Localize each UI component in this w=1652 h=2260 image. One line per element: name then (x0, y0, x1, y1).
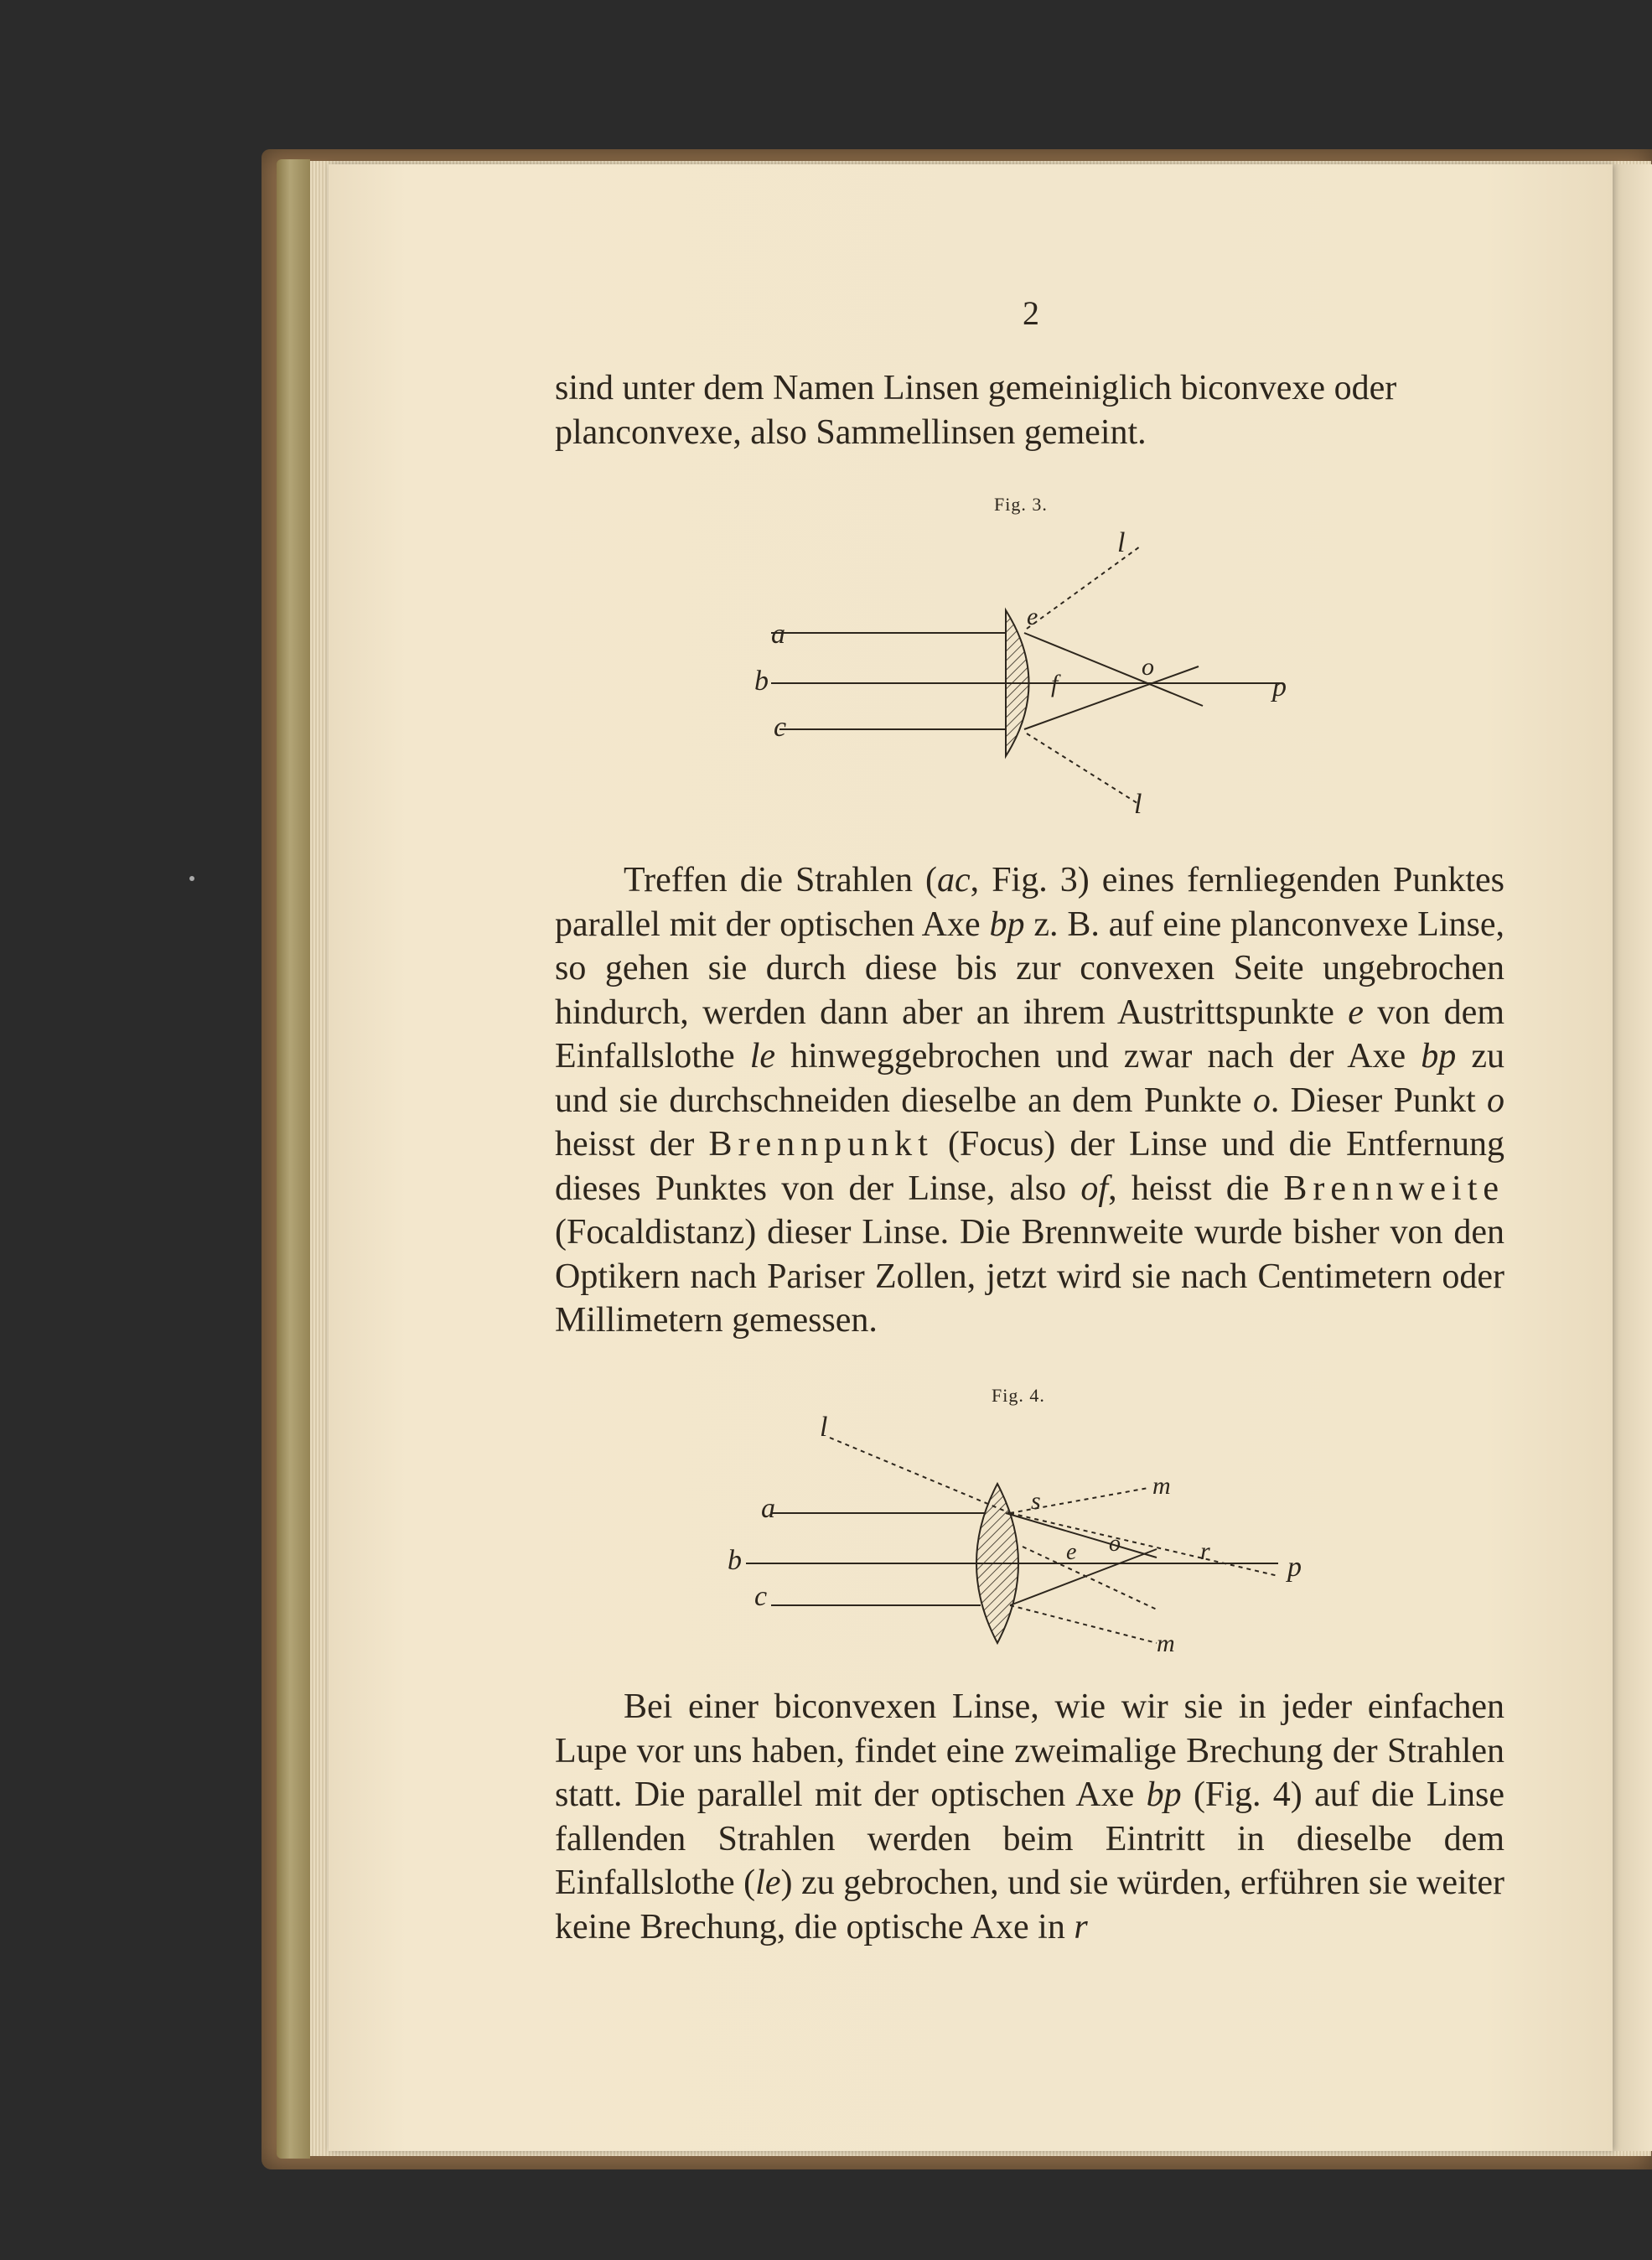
fig3-label-b: b (754, 666, 769, 697)
fig4-label-b: b (728, 1545, 742, 1576)
fig4-label-l: l (820, 1412, 828, 1443)
page-number: 2 (1023, 294, 1039, 332)
fig4-label-c: c (754, 1581, 768, 1612)
fig4-label-m-bottom: m (1157, 1630, 1175, 1657)
fig4-label-a: a (761, 1493, 775, 1524)
book-spine-edge (277, 159, 310, 2159)
paragraph-2: Bei einer biconvexen Linse, wie wir sie in jeder einfachen Lupe vor uns haben, findet eine zweimalige Brechung der Strahlen statt. Die parallel mit der optischen Axe bp (Fig. 4) auf die Linse fallenden Strahlen werden beim Eintritt in dieselbe dem Einfallslothe (le) zu gebrochen, und sie würden, erführen sie weiter keine Brechung, die optische Axe in r (555, 1687, 1504, 1946)
figure-4-caption: Fig. 4. (992, 1385, 1045, 1406)
fig4-label-p: p (1287, 1552, 1302, 1583)
fig3-label-l-top: l (1117, 527, 1126, 558)
dust-speck (189, 876, 194, 881)
intro-line-2: planconvexe, also Sammellinsen gemeint. (555, 413, 1147, 452)
paragraph-1: Treffen die Strahlen (ac, Fig. 3) eines fernliegenden Punktes parallel mit der optischen Axe bp z. B. auf eine planconvexe Linse, so gehen sie durch diese bis zur convexen Seite ungebrochen hindurch, werden dann aber an ihrem Austrittspunkte e von dem Einfallslothe le hinweggebrochen und zwar nach der Axe bp zu und sie durchschneiden dieselbe an dem Punkte o. Dieser Punkt o heisst der Brennpunkt (Focus) der Linse und die Entfernung dieses Punktes von der Linse, also of, heisst die Brennweite (Focaldistanz) dieser Linse. Die Brennweite wurde bisher von den Optikern nach Pariser Zollen, jetzt wird sie nach Centimetern oder Millimetern gemessen. (555, 861, 1505, 1340)
fig3-label-f: f (1051, 670, 1059, 697)
fig3-label-c: c (774, 712, 787, 743)
figure-4-lens-diagram (721, 1408, 1324, 1660)
fig4-label-s: s (1031, 1487, 1041, 1515)
fig4-label-m-top: m (1152, 1472, 1171, 1500)
fig4-label-r: r (1200, 1537, 1210, 1565)
fig3-label-o: o (1142, 653, 1154, 681)
fig3-label-p: p (1272, 671, 1287, 702)
fig4-label-o: o (1109, 1531, 1121, 1557)
figure-3-caption: Fig. 3. (994, 494, 1048, 515)
fig3-label-e: e (1027, 603, 1038, 630)
fig3-label-a: a (771, 619, 785, 650)
fig4-label-e: e (1066, 1539, 1077, 1565)
fig3-label-l-bottom: l (1134, 789, 1142, 820)
intro-line-1: sind unter dem Namen Linsen gemeiniglich biconvexe oder (555, 369, 1397, 407)
figure-3-lens-diagram (729, 520, 1333, 830)
